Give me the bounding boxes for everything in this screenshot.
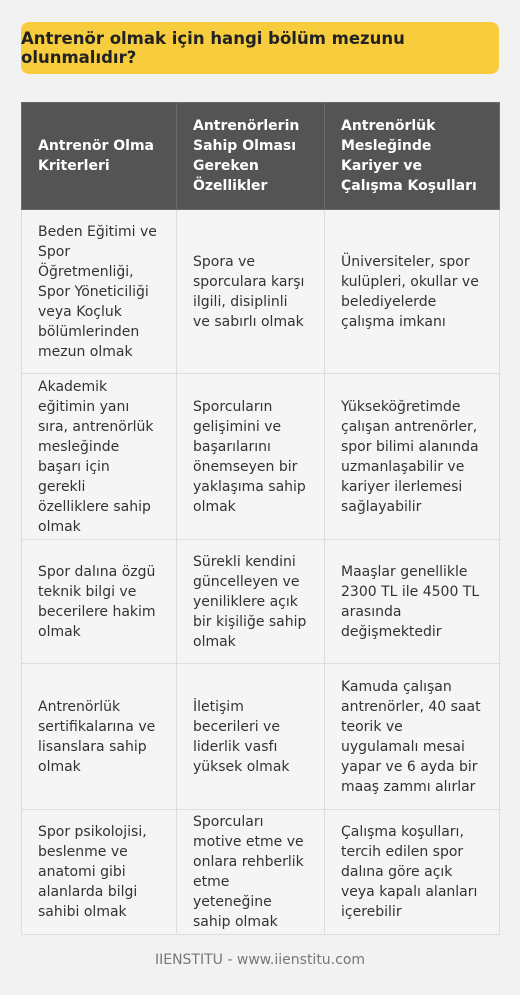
table-cell: Çalışma koşulları, tercih edilen spor dalına göre açık veya kapalı alanları içerebilir	[325, 810, 500, 935]
table-cell: Beden Eğitimi ve Spor Öğretmenliği, Spor Yöneticiliği veya Koçluk bölümlerinden mezun olmak	[22, 210, 177, 374]
table-cell: Kamuda çalışan antrenörler, 40 saat teorik ve uygulamalı mesai yapar ve 6 ayda bir maaş zammı alırlar	[325, 664, 500, 810]
table-header-row	[22, 103, 500, 210]
footer-credit: IIENSTITU - www.iienstitu.com	[154, 952, 366, 968]
table-cell: Sürekli kendini güncelleyen ve yeniliklere açık bir kişiliğe sahip olmak	[177, 540, 325, 664]
column-header: Antrenör Olma Kriterleri	[22, 103, 177, 210]
table-cell: Spor dalına özgü teknik bilgi ve becerilere hakim olmak	[22, 540, 177, 664]
table-cell: Akademik eğitimin yanı sıra, antrenörlük mesleğinde başarı için gerekli özelliklere sahip olmak	[22, 374, 177, 540]
table-cell: Sporcuları motive etme ve onlara rehberlik etme yeteneğine sahip olmak	[177, 810, 325, 935]
table-row	[22, 810, 500, 935]
column-header: Antrenörlerin Sahip Olması Gereken Özellikler	[177, 103, 325, 210]
column-header: Antrenörlük Mesleğinde Kariyer ve Çalışma Koşulları	[325, 103, 500, 210]
table-cell: Spor psikolojisi, beslenme ve anatomi gibi alanlarda bilgi sahibi olmak	[22, 810, 177, 935]
table-row	[22, 210, 500, 374]
page-title: Antrenör olmak için hangi bölüm mezunu olunmalıdır?	[21, 22, 499, 74]
table-cell: Antrenörlük sertifikalarına ve lisanslara sahip olmak	[22, 664, 177, 810]
table-cell: Maaşlar genellikle 2300 TL ile 4500 TL arasında değişmektedir	[325, 540, 500, 664]
table-cell: Üniversiteler, spor kulüpleri, okullar ve belediyelerde çalışma imkanı	[325, 210, 500, 374]
info-table	[21, 102, 500, 935]
table-row	[22, 664, 500, 810]
table-row	[22, 540, 500, 664]
table-row	[22, 374, 500, 540]
table-cell: Yükseköğretimde çalışan antrenörler, spor bilimi alanında uzmanlaşabilir ve kariyer ilerlemesi sağlayabilir	[325, 374, 500, 540]
table-cell: Sporcuların gelişimini ve başarılarını önemseyen bir yaklaşıma sahip olmak	[177, 374, 325, 540]
table-cell: İletişim becerileri ve liderlik vasfı yüksek olmak	[177, 664, 325, 810]
table-cell: Spora ve sporculara karşı ilgili, disiplinli ve sabırlı olmak	[177, 210, 325, 374]
